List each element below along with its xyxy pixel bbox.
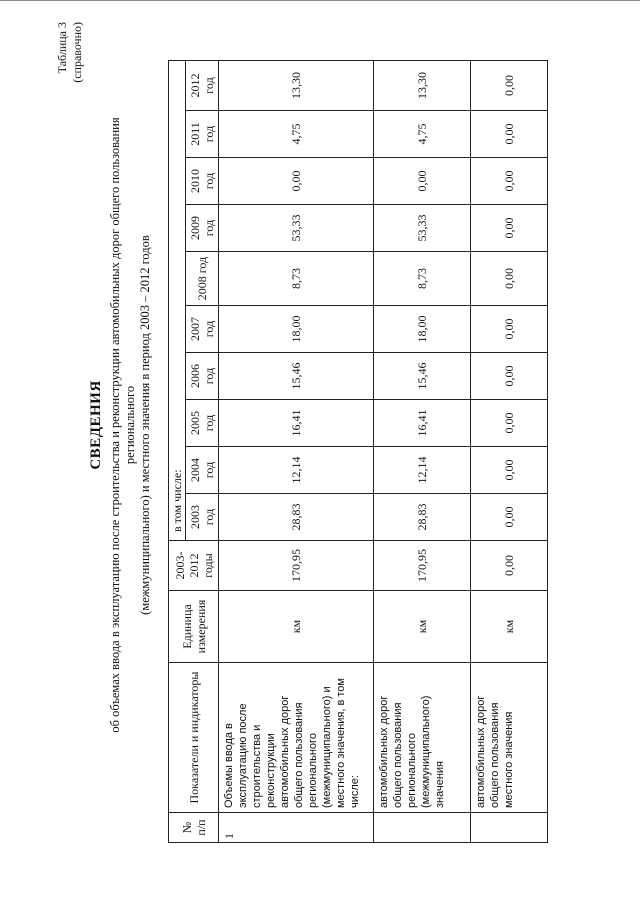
header-year: 2006 год xyxy=(186,353,219,400)
row-total: 0,00 xyxy=(471,541,548,591)
row-value: 0,00 xyxy=(374,158,471,205)
row-indicator: Объемы ввода в эксплуатацию после строительства и реконструкции автомобильных дорог общего пользования регионального (межмуниципального) и местного значения, в том числе: xyxy=(219,663,374,813)
row-indicator: автомобильных дорог общего пользования местного значения xyxy=(471,663,548,813)
reference-note: (справочно) xyxy=(70,22,84,83)
row-value: 0,00 xyxy=(471,494,548,541)
row-value: 53,33 xyxy=(374,205,471,252)
header-total: 2003-2012 годы xyxy=(169,541,219,591)
header-year: 2004 год xyxy=(186,447,219,494)
header-year: 2005 год xyxy=(186,400,219,447)
row-number xyxy=(374,813,471,843)
header-including: в том числе: xyxy=(169,60,186,540)
row-value: 4,75 xyxy=(219,111,374,158)
row-value: 18,00 xyxy=(374,306,471,353)
row-value: 4,75 xyxy=(374,111,471,158)
row-value: 16,41 xyxy=(374,400,471,447)
header-unit: Единица измерения xyxy=(169,591,219,663)
row-value: 0,00 xyxy=(471,353,548,400)
row-value: 13,30 xyxy=(219,60,374,110)
row-total: 170,95 xyxy=(219,541,374,591)
header-year: 2010 год xyxy=(186,158,219,205)
table-row xyxy=(374,60,471,842)
row-value: 16,41 xyxy=(219,400,374,447)
row-value: 0,00 xyxy=(471,205,548,252)
scan-edge-divider xyxy=(0,0,640,1)
row-number xyxy=(471,813,548,843)
row-value: 0,00 xyxy=(471,306,548,353)
row-value: 0,00 xyxy=(219,158,374,205)
row-value: 0,00 xyxy=(471,252,548,306)
row-value: 0,00 xyxy=(471,158,548,205)
subtitle-line-1: об объемах ввода в эксплуатацию после строительства и реконструкции автомобильных дорог общего пользования регионального xyxy=(108,117,137,733)
table-label: Таблица 3 xyxy=(55,22,69,74)
row-number: 1 xyxy=(219,813,374,843)
header-year: 2007 год xyxy=(186,306,219,353)
header-indicators: Показатели и индикаторы xyxy=(169,663,219,813)
header-number: № п/п xyxy=(169,813,219,843)
row-total: 170,95 xyxy=(374,541,471,591)
header-year: 2011 год xyxy=(186,111,219,158)
row-value: 15,46 xyxy=(219,353,374,400)
row-value: 12,14 xyxy=(374,447,471,494)
row-value: 8,73 xyxy=(374,252,471,306)
row-value: 15,46 xyxy=(374,353,471,400)
document-subtitle xyxy=(108,85,153,765)
table-reference xyxy=(55,22,85,83)
row-value: 12,14 xyxy=(219,447,374,494)
row-value: 8,73 xyxy=(219,252,374,306)
row-value: 0,00 xyxy=(471,111,548,158)
header-row xyxy=(169,60,186,842)
subtitle-line-2: (межмуниципального) и местного значения в период 2003 – 2012 годов xyxy=(138,235,152,615)
row-value: 13,30 xyxy=(374,60,471,110)
document-title: СВЕДЕНИЯ xyxy=(88,380,104,470)
document-heading xyxy=(88,85,153,765)
row-unit: км xyxy=(219,591,374,663)
table-row xyxy=(219,60,374,842)
header-year: 2012 год xyxy=(186,60,219,110)
row-indicator: автомобильных дорог общего пользования регионального (межмуниципального) значения xyxy=(374,663,471,813)
header-year: 2008 год xyxy=(186,252,219,306)
row-value: 53,33 xyxy=(219,205,374,252)
table-row xyxy=(471,60,548,842)
header-year: 2003 год xyxy=(186,494,219,541)
row-value: 28,83 xyxy=(374,494,471,541)
header-year: 2009 год xyxy=(186,205,219,252)
row-unit: км xyxy=(374,591,471,663)
row-unit: км xyxy=(471,591,548,663)
row-value: 18,00 xyxy=(219,306,374,353)
row-value: 0,00 xyxy=(471,447,548,494)
row-value: 0,00 xyxy=(471,60,548,110)
data-table xyxy=(168,60,548,843)
row-value: 0,00 xyxy=(471,400,548,447)
row-value: 28,83 xyxy=(219,494,374,541)
